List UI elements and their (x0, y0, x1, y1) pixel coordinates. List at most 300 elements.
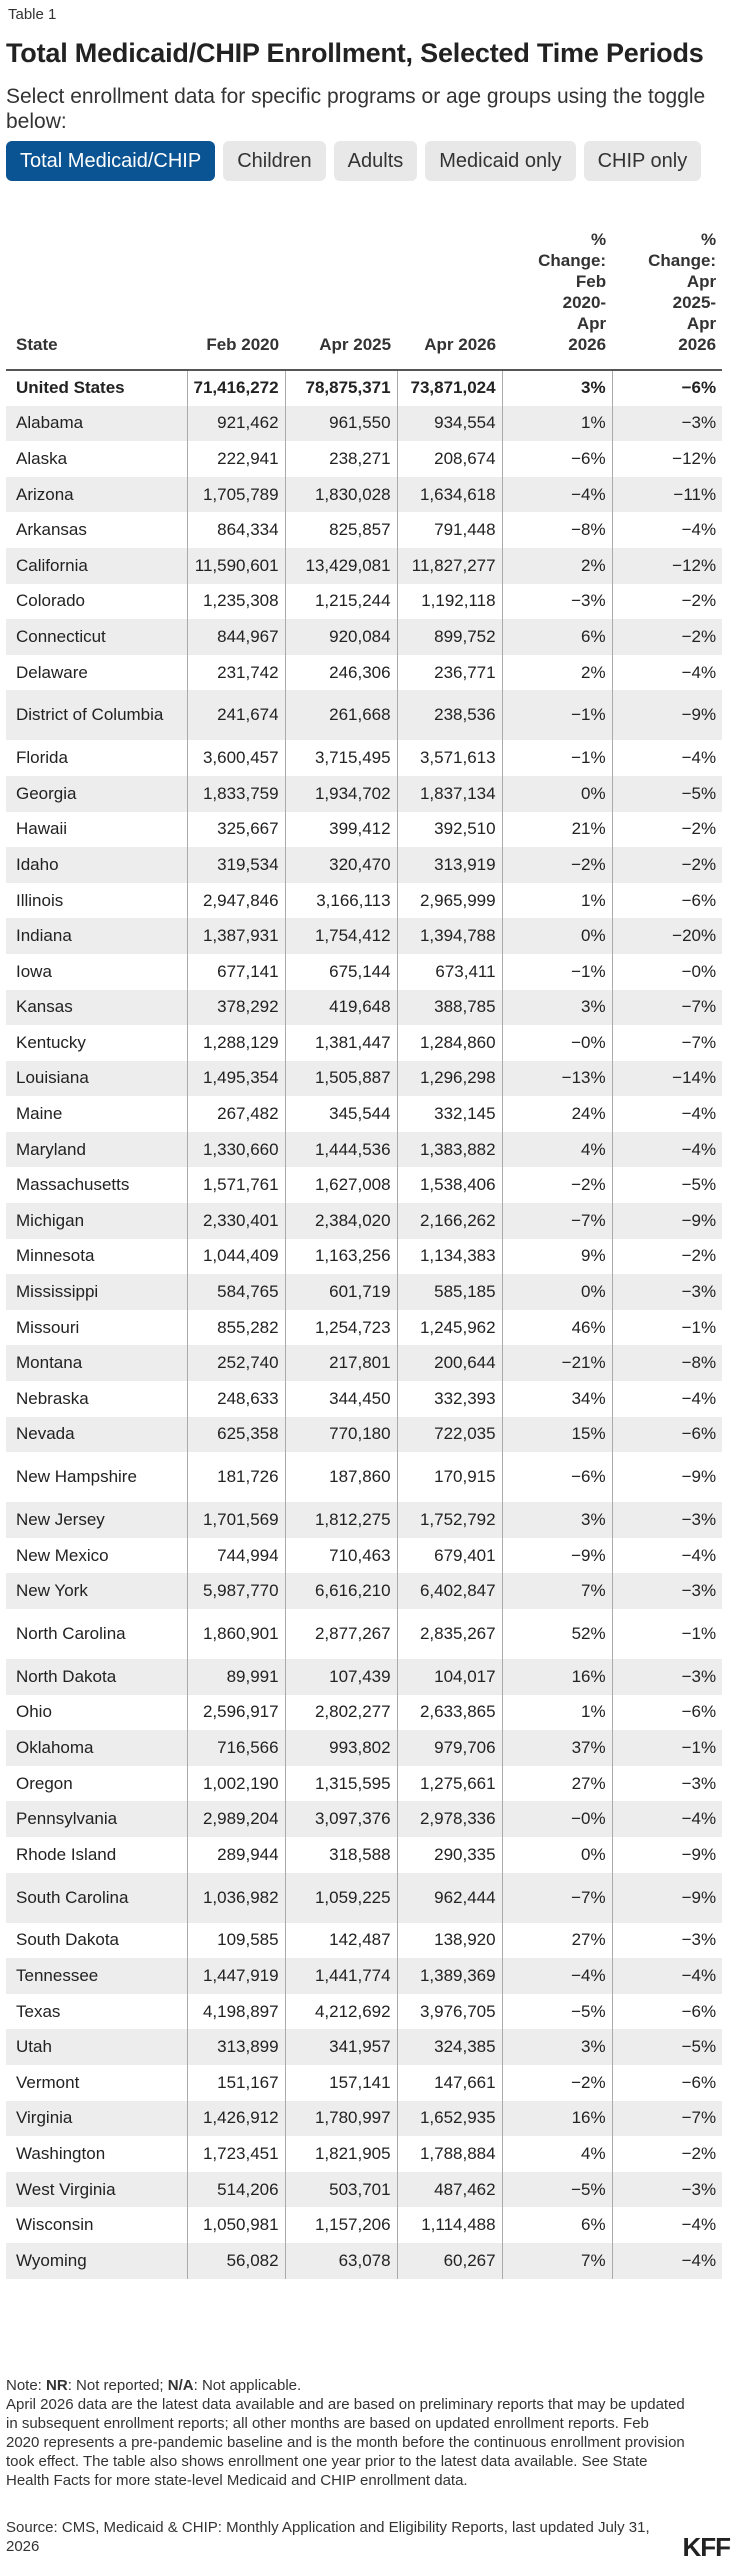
cell-apr-2025: 2,384,020 (285, 1203, 397, 1239)
cell-pct-change-feb2020-apr2026: −4% (502, 1958, 612, 1994)
note-nr-label: NR (46, 2377, 68, 2394)
cell-pct-change-feb2020-apr2026: 0% (502, 1274, 612, 1310)
cell-state: Massachusetts (6, 1167, 187, 1203)
cell-pct-change-feb2020-apr2026: 27% (502, 1766, 612, 1802)
cell-pct-change-feb2020-apr2026: −21% (502, 1345, 612, 1381)
cell-apr-2025: 246,306 (285, 655, 397, 691)
cell-pct-change-feb2020-apr2026: 16% (502, 1659, 612, 1695)
cell-state: Pennsylvania (6, 1801, 187, 1837)
kff-logo: KFF (682, 2532, 730, 2560)
cell-pct-change-apr2025-apr2026: −4% (612, 1132, 722, 1168)
cell-state: Hawaii (6, 812, 187, 848)
cell-pct-change-apr2025-apr2026: −2% (681, 1246, 717, 1266)
cell-pct-change-feb2020-apr2026: −1% (502, 740, 612, 776)
cell-pct-change-feb2020-apr2026: 34% (502, 1381, 612, 1417)
table-row (6, 1239, 722, 1275)
cell-apr-2026: 899,752 (397, 619, 502, 655)
table-row (6, 655, 722, 691)
cell-apr-2026: 138,920 (397, 1923, 502, 1959)
cell-state: Florida (6, 740, 187, 776)
cell-pct-change-apr2025-apr2026: −2% (681, 591, 717, 611)
cell-apr-2025: 1,215,244 (285, 584, 397, 620)
cell-pct-change-feb2020-apr2026: 9% (502, 1239, 612, 1275)
cell-apr-2026: 332,393 (397, 1381, 502, 1417)
cell-apr-2026: 170,915 (397, 1452, 502, 1502)
cell-pct-change-feb2020-apr2026: 3% (502, 370, 612, 406)
cell-state: North Dakota (6, 1659, 187, 1695)
table-row (6, 1766, 722, 1802)
cell-feb-2020: 1,044,409 (187, 1239, 285, 1275)
cell-pct-change-feb2020-apr2026: 24% (502, 1096, 612, 1132)
cell-feb-2020: 109,585 (187, 1923, 285, 1959)
table-row (6, 847, 722, 883)
table-row (6, 1573, 722, 1609)
cell-apr-2026: 208,674 (397, 441, 502, 477)
cell-state: Oregon (6, 1766, 187, 1802)
cell-feb-2020: 1,036,982 (187, 1873, 285, 1923)
cell-pct-change-apr2025-apr2026: −3% (612, 1502, 722, 1538)
cell-state: Kentucky (6, 1025, 187, 1061)
cell-state: Louisiana (6, 1061, 187, 1097)
table-row (6, 1609, 722, 1659)
cell-pct-change-feb2020-apr2026: 4% (502, 1132, 612, 1168)
table-row (6, 1452, 722, 1502)
source-text: Source: CMS, Medicaid & CHIP: Monthly Application and Eligibility Reports, last updated July 31, 2026 (6, 2519, 650, 2555)
cell-state: West Virginia (6, 2172, 187, 2208)
table-body (6, 370, 722, 2279)
cell-state: District of Columbia (6, 690, 187, 740)
cell-pct-change-apr2025-apr2026: −3% (612, 406, 722, 442)
cell-apr-2025: 1,934,702 (285, 776, 397, 812)
table-header-row (6, 210, 722, 370)
cell-state: Iowa (6, 954, 187, 990)
cell-apr-2025: 344,450 (285, 1381, 397, 1417)
cell-feb-2020: 181,726 (187, 1452, 285, 1502)
cell-pct-change-apr2025-apr2026: −8% (612, 1345, 722, 1381)
cell-apr-2025: 675,144 (285, 954, 397, 990)
table-row (6, 812, 722, 848)
table-row (6, 2136, 722, 2172)
cell-state: Minnesota (6, 1239, 187, 1275)
table-row (6, 1132, 722, 1168)
cell-feb-2020: 231,742 (187, 655, 285, 691)
cell-apr-2026: 238,536 (397, 690, 502, 740)
table-row (6, 990, 722, 1026)
cell-apr-2026: 104,017 (397, 1659, 502, 1695)
cell-apr-2025: 2,877,267 (285, 1609, 397, 1659)
cell-pct-change-feb2020-apr2026: 27% (502, 1923, 612, 1959)
cell-pct-change-apr2025-apr2026: −4% (612, 1801, 722, 1837)
cell-apr-2026: 722,035 (397, 1417, 502, 1453)
cell-feb-2020: 1,387,931 (187, 918, 285, 954)
cell-apr-2025: 961,550 (285, 406, 397, 442)
cell-feb-2020: 267,482 (187, 1096, 285, 1132)
cell-apr-2025: 1,381,447 (285, 1025, 397, 1061)
cell-pct-change-apr2025-apr2026: −4% (681, 1545, 717, 1565)
cell-apr-2026: 673,411 (397, 954, 502, 990)
cell-state: Wyoming (6, 2243, 187, 2279)
cell-pct-change-feb2020-apr2026: 16% (502, 2101, 612, 2137)
cell-feb-2020: 584,765 (187, 1274, 285, 1310)
cell-state: North Carolina (6, 1609, 187, 1659)
cell-apr-2026: 1,837,134 (397, 776, 502, 812)
cell-feb-2020: 89,991 (187, 1659, 285, 1695)
cell-feb-2020: 3,600,457 (187, 740, 285, 776)
column-header-state: State (6, 210, 187, 370)
cell-feb-2020: 1,833,759 (187, 776, 285, 812)
cell-apr-2025: 3,097,376 (285, 1801, 397, 1837)
cell-pct-change-apr2025-apr2026: −11% (612, 477, 722, 513)
cell-feb-2020: 1,495,354 (187, 1061, 285, 1097)
cell-apr-2025: 1,157,206 (285, 2207, 397, 2243)
cell-apr-2026: 1,752,792 (397, 1502, 502, 1538)
cell-pct-change-apr2025-apr2026: −3% (612, 2172, 722, 2208)
toggle-children[interactable]: Children (223, 141, 325, 181)
cell-feb-2020: 4,198,897 (187, 1994, 285, 2030)
cell-state: New Hampshire (6, 1452, 187, 1502)
cell-apr-2026: 1,383,882 (397, 1132, 502, 1168)
cell-apr-2026: 200,644 (397, 1345, 502, 1381)
cell-pct-change-feb2020-apr2026: 3% (502, 2029, 612, 2065)
cell-apr-2025: 601,719 (285, 1274, 397, 1310)
cell-apr-2026: 2,633,865 (397, 1695, 502, 1731)
cell-pct-change-feb2020-apr2026: 46% (502, 1310, 612, 1346)
cell-apr-2025: 399,412 (285, 812, 397, 848)
table-row (6, 1538, 722, 1574)
cell-feb-2020: 378,292 (187, 990, 285, 1026)
cell-state: Delaware (6, 655, 187, 691)
cell-pct-change-apr2025-apr2026: −9% (612, 690, 722, 740)
cell-pct-change-apr2025-apr2026: −4% (681, 662, 717, 682)
table-row (6, 883, 722, 919)
cell-pct-change-feb2020-apr2026: −2% (502, 1167, 612, 1203)
cell-state: New Jersey (6, 1502, 187, 1538)
table-row (6, 477, 722, 513)
cell-apr-2026: 487,462 (397, 2172, 502, 2208)
cell-feb-2020: 71,416,272 (187, 370, 285, 406)
cell-feb-2020: 1,723,451 (187, 2136, 285, 2172)
toggle-adults[interactable]: Adults (334, 141, 418, 181)
cell-pct-change-feb2020-apr2026: −6% (502, 441, 612, 477)
cell-feb-2020: 1,235,308 (187, 584, 285, 620)
cell-pct-change-feb2020-apr2026: −6% (502, 1452, 612, 1502)
cell-state: Missouri (6, 1310, 187, 1346)
table-row (6, 1096, 722, 1132)
cell-pct-change-apr2025-apr2026: −5% (612, 2029, 722, 2065)
cell-pct-change-apr2025-apr2026: −6% (681, 890, 717, 910)
cell-apr-2025: 1,444,536 (285, 1132, 397, 1168)
cell-pct-change-feb2020-apr2026: −1% (502, 690, 612, 740)
cell-feb-2020: 241,674 (187, 690, 285, 740)
cell-apr-2026: 962,444 (397, 1873, 502, 1923)
cell-pct-change-apr2025-apr2026: −7% (612, 990, 722, 1026)
cell-apr-2025: 320,470 (285, 847, 397, 883)
cell-apr-2025: 1,505,887 (285, 1061, 397, 1097)
cell-apr-2025: 107,439 (285, 1659, 397, 1695)
cell-pct-change-feb2020-apr2026: 0% (502, 1837, 612, 1873)
cell-apr-2025: 993,802 (285, 1730, 397, 1766)
cell-pct-change-apr2025-apr2026: −6% (612, 1417, 722, 1453)
cell-pct-change-apr2025-apr2026: −2% (612, 847, 722, 883)
cell-apr-2025: 63,078 (285, 2243, 397, 2279)
cell-pct-change-apr2025-apr2026: −4% (681, 1388, 717, 1408)
table-row (6, 1203, 722, 1239)
cell-feb-2020: 319,534 (187, 847, 285, 883)
cell-pct-change-feb2020-apr2026: 2% (502, 548, 612, 584)
cell-pct-change-feb2020-apr2026: −9% (502, 1538, 612, 1574)
cell-state: Vermont (6, 2065, 187, 2101)
table-row (6, 2207, 722, 2243)
cell-apr-2026: 3,571,613 (397, 740, 502, 776)
cell-pct-change-apr2025-apr2026: −7% (681, 1032, 717, 1052)
enrollment-table (6, 210, 722, 2279)
table-row (6, 918, 722, 954)
cell-pct-change-feb2020-apr2026: 4% (502, 2136, 612, 2172)
cell-feb-2020: 1,701,569 (187, 1502, 285, 1538)
cell-apr-2026: 979,706 (397, 1730, 502, 1766)
toggle-medicaid-only[interactable]: Medicaid only (425, 141, 575, 181)
cell-apr-2026: 11,827,277 (397, 548, 502, 584)
cell-state: Connecticut (6, 619, 187, 655)
cell-pct-change-feb2020-apr2026: −2% (502, 847, 612, 883)
cell-pct-change-apr2025-apr2026: −3% (612, 1659, 722, 1695)
cell-apr-2025: 1,059,225 (285, 1873, 397, 1923)
cell-pct-change-apr2025-apr2026: −9% (612, 1873, 722, 1923)
cell-pct-change-apr2025-apr2026: −5% (612, 776, 722, 812)
cell-feb-2020: 855,282 (187, 1310, 285, 1346)
cell-state: Indiana (6, 918, 187, 954)
cell-pct-change-apr2025-apr2026: −9% (681, 1844, 717, 1864)
cell-state: California (6, 548, 187, 584)
cell-apr-2025: 13,429,081 (285, 548, 397, 584)
cell-pct-change-apr2025-apr2026: −3% (612, 1274, 722, 1310)
cell-pct-change-apr2025-apr2026: −4% (681, 1104, 717, 1124)
table-row (6, 584, 722, 620)
cell-state: Illinois (6, 883, 187, 919)
table-row (6, 1695, 722, 1731)
cell-apr-2025: 503,701 (285, 2172, 397, 2208)
cell-feb-2020: 289,944 (187, 1837, 285, 1873)
note-body: April 2026 data are the latest data available and are based on preliminary reports that may be updated in subsequent enrollment reports; all other months are based on updated enrollment reports. Feb 2020 represents a pre-pandemic baseline and is the month before the continuous enrollment provision took effect. The table also shows enrollment one year prior to the latest data available. See State Health Facts for more state-level Medicaid and CHIP enrollment data. (6, 2396, 685, 2489)
cell-feb-2020: 1,002,190 (187, 1766, 285, 1802)
cell-apr-2025: 157,141 (285, 2065, 397, 2101)
cell-apr-2026: 2,166,262 (397, 1203, 502, 1239)
cell-apr-2025: 3,166,113 (285, 883, 397, 919)
cell-apr-2025: 1,315,595 (285, 1766, 397, 1802)
cell-apr-2026: 324,385 (397, 2029, 502, 2065)
cell-pct-change-feb2020-apr2026: −0% (502, 1801, 612, 1837)
cell-apr-2025: 825,857 (285, 512, 397, 548)
cell-apr-2026: 1,634,618 (397, 477, 502, 513)
cell-pct-change-feb2020-apr2026: 6% (502, 619, 612, 655)
table-row (6, 1345, 722, 1381)
cell-pct-change-apr2025-apr2026: −12% (672, 448, 717, 468)
cell-apr-2026: 2,965,999 (397, 883, 502, 919)
column-header-apr-2026: Apr 2026 (397, 210, 502, 370)
table-row (6, 512, 722, 548)
table-notes (6, 2376, 686, 2490)
table-row-total (6, 370, 722, 406)
cell-pct-change-feb2020-apr2026: 21% (502, 812, 612, 848)
cell-pct-change-apr2025-apr2026: −3% (612, 1573, 722, 1609)
cell-pct-change-feb2020-apr2026: 52% (502, 1609, 612, 1659)
program-toggle-group (6, 141, 701, 181)
cell-apr-2026: 1,652,935 (397, 2101, 502, 2137)
cell-pct-change-feb2020-apr2026: −4% (502, 477, 612, 513)
table-row (6, 619, 722, 655)
table-row (6, 1923, 722, 1959)
cell-feb-2020: 1,426,912 (187, 2101, 285, 2137)
cell-apr-2026: 147,661 (397, 2065, 502, 2101)
cell-pct-change-feb2020-apr2026: −1% (502, 954, 612, 990)
cell-apr-2025: 4,212,692 (285, 1994, 397, 2030)
cell-state: Idaho (6, 847, 187, 883)
cell-apr-2025: 6,616,210 (285, 1573, 397, 1609)
cell-apr-2026: 332,145 (397, 1096, 502, 1132)
cell-pct-change-apr2025-apr2026: −4% (612, 2243, 722, 2279)
cell-feb-2020: 252,740 (187, 1345, 285, 1381)
cell-feb-2020: 864,334 (187, 512, 285, 548)
cell-pct-change-feb2020-apr2026: 1% (502, 883, 612, 919)
cell-apr-2026: 392,510 (397, 812, 502, 848)
table-row (6, 1417, 722, 1453)
cell-pct-change-apr2025-apr2026: −3% (681, 1930, 717, 1950)
table-row (6, 740, 722, 776)
cell-pct-change-feb2020-apr2026: −3% (502, 584, 612, 620)
cell-feb-2020: 921,462 (187, 406, 285, 442)
cell-feb-2020: 248,633 (187, 1381, 285, 1417)
cell-apr-2026: 1,134,383 (397, 1239, 502, 1275)
toggle-chip-only[interactable]: CHIP only (584, 141, 702, 181)
cell-state: Arizona (6, 477, 187, 513)
cell-state: South Carolina (6, 1873, 187, 1923)
cell-pct-change-apr2025-apr2026: −7% (612, 2101, 722, 2137)
cell-apr-2025: 318,588 (285, 1837, 397, 1873)
cell-feb-2020: 716,566 (187, 1730, 285, 1766)
cell-pct-change-apr2025-apr2026: −4% (681, 520, 717, 540)
table-row (6, 1994, 722, 2030)
table-row (6, 1381, 722, 1417)
cell-apr-2025: 710,463 (285, 1538, 397, 1574)
cell-state: Arkansas (6, 512, 187, 548)
cell-feb-2020: 2,596,917 (187, 1695, 285, 1731)
cell-feb-2020: 222,941 (187, 441, 285, 477)
cell-apr-2025: 1,812,275 (285, 1502, 397, 1538)
table-row (6, 1873, 722, 1923)
cell-pct-change-apr2025-apr2026: −0% (681, 961, 717, 981)
cell-pct-change-feb2020-apr2026: −8% (502, 512, 612, 548)
cell-pct-change-apr2025-apr2026: −2% (681, 2143, 717, 2163)
cell-apr-2026: 2,835,267 (397, 1609, 502, 1659)
cell-apr-2026: 1,389,369 (397, 1958, 502, 1994)
cell-pct-change-feb2020-apr2026: 3% (502, 1502, 612, 1538)
cell-apr-2026: 679,401 (397, 1538, 502, 1574)
cell-feb-2020: 2,947,846 (187, 883, 285, 919)
column-header-pct-change-apr2025-apr2026: % Change: Apr 2025- Apr 2026 (612, 210, 722, 370)
cell-apr-2025: 1,254,723 (285, 1310, 397, 1346)
cell-apr-2025: 1,627,008 (285, 1167, 397, 1203)
cell-state: Alabama (6, 406, 187, 442)
cell-feb-2020: 5,987,770 (187, 1573, 285, 1609)
table-row (6, 1167, 722, 1203)
cell-apr-2026: 791,448 (397, 512, 502, 548)
cell-pct-change-feb2020-apr2026: 2% (502, 655, 612, 691)
note-prefix: Note: (6, 2377, 47, 2394)
cell-pct-change-apr2025-apr2026: −9% (612, 1203, 722, 1239)
table-row (6, 1659, 722, 1695)
column-header-pct-change-feb2020-apr2026: % Change: Feb 2020- Apr 2026 (502, 210, 612, 370)
cell-apr-2026: 3,976,705 (397, 1994, 502, 2030)
cell-pct-change-apr2025-apr2026: −6% (681, 2072, 717, 2092)
cell-apr-2026: 585,185 (397, 1274, 502, 1310)
cell-pct-change-apr2025-apr2026: −4% (681, 2215, 717, 2235)
cell-apr-2026: 1,284,860 (397, 1025, 502, 1061)
table-row (6, 1837, 722, 1873)
cell-apr-2025: 345,544 (285, 1096, 397, 1132)
cell-apr-2025: 419,648 (285, 990, 397, 1026)
table-row (6, 1310, 722, 1346)
cell-feb-2020: 325,667 (187, 812, 285, 848)
cell-feb-2020: 11,590,601 (187, 548, 285, 584)
cell-pct-change-apr2025-apr2026: −9% (681, 1467, 717, 1487)
cell-apr-2026: 313,919 (397, 847, 502, 883)
table-row (6, 1061, 722, 1097)
cell-apr-2026: 60,267 (397, 2243, 502, 2279)
table-row (6, 548, 722, 584)
cell-state: Colorado (6, 584, 187, 620)
cell-state: Michigan (6, 1203, 187, 1239)
table-row (6, 1958, 722, 1994)
cell-apr-2026: 2,978,336 (397, 1801, 502, 1837)
cell-apr-2026: 1,275,661 (397, 1766, 502, 1802)
cell-apr-2026: 1,788,884 (397, 2136, 502, 2172)
cell-apr-2025: 341,957 (285, 2029, 397, 2065)
cell-apr-2026: 388,785 (397, 990, 502, 1026)
cell-pct-change-apr2025-apr2026: −2% (681, 819, 717, 839)
toggle-total-medicaid-chip[interactable]: Total Medicaid/CHIP (6, 141, 215, 181)
cell-feb-2020: 744,994 (187, 1538, 285, 1574)
cell-state: Tennessee (6, 1958, 187, 1994)
cell-apr-2025: 1,821,905 (285, 2136, 397, 2172)
cell-pct-change-feb2020-apr2026: 7% (502, 1573, 612, 1609)
cell-state: Kansas (6, 990, 187, 1026)
cell-apr-2026: 1,245,962 (397, 1310, 502, 1346)
cell-pct-change-feb2020-apr2026: −5% (502, 1994, 612, 2030)
cell-apr-2025: 217,801 (285, 1345, 397, 1381)
note-nr-text: : Not reported; (67, 2377, 168, 2394)
cell-pct-change-feb2020-apr2026: −7% (502, 1873, 612, 1923)
cell-feb-2020: 625,358 (187, 1417, 285, 1453)
cell-feb-2020: 1,050,981 (187, 2207, 285, 2243)
column-header-apr-2025: Apr 2025 (285, 210, 397, 370)
cell-apr-2026: 236,771 (397, 655, 502, 691)
page-subtitle: Select enrollment data for specific programs or age groups using the toggle below: (6, 85, 706, 133)
table-label: Table 1 (8, 6, 57, 23)
cell-apr-2025: 78,875,371 (285, 370, 397, 406)
cell-apr-2025: 187,860 (285, 1452, 397, 1502)
cell-apr-2025: 1,163,256 (285, 1239, 397, 1275)
cell-apr-2025: 1,754,412 (285, 918, 397, 954)
cell-pct-change-apr2025-apr2026: −2% (612, 619, 722, 655)
cell-state: Virginia (6, 2101, 187, 2137)
page-title: Total Medicaid/CHIP Enrollment, Selected Time Periods (6, 38, 704, 68)
cell-feb-2020: 56,082 (187, 2243, 285, 2279)
cell-pct-change-apr2025-apr2026: −6% (681, 1702, 717, 1722)
cell-apr-2025: 1,441,774 (285, 1958, 397, 1994)
table-row (6, 2029, 722, 2065)
cell-pct-change-feb2020-apr2026: −2% (502, 2065, 612, 2101)
cell-feb-2020: 2,989,204 (187, 1801, 285, 1837)
